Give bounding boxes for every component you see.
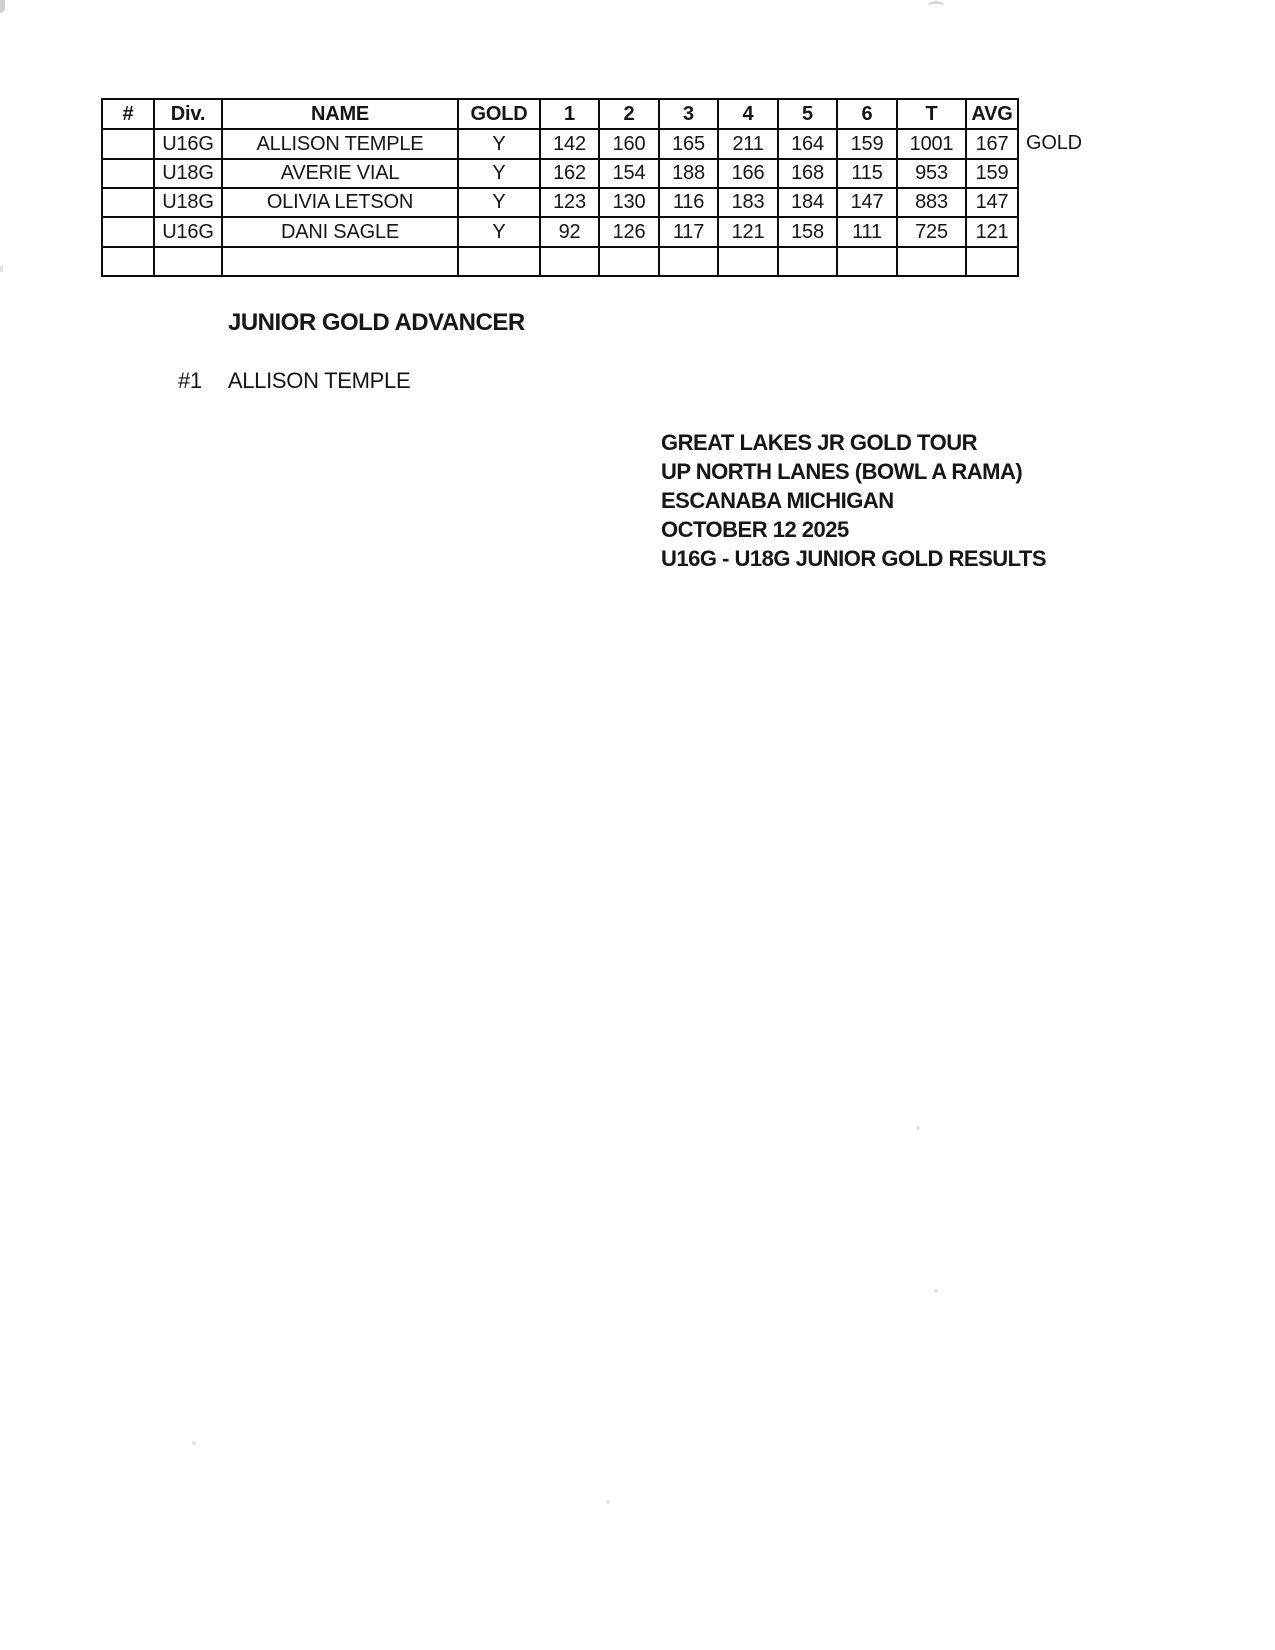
cell-name: OLIVIA LETSON [222,188,458,217]
event-info-line-venue: UP NORTH LANES (BOWL A RAMA) [661,459,1023,484]
cell-game2: 154 [599,159,659,188]
cell-game4: 211 [718,129,778,159]
cell-avg: 167 [966,129,1018,159]
col-header-g4: 4 [718,99,778,129]
cell-avg [966,247,1018,276]
scan-artifact [928,1,944,10]
cell-game6: 147 [837,188,897,217]
cell-game1: 123 [540,188,599,217]
cell-name: AVERIE VIAL [222,159,458,188]
cell-name [222,247,458,276]
col-header-g3: 3 [659,99,718,129]
cell-div: U18G [154,188,222,217]
event-info-line-tour: GREAT LAKES JR GOLD TOUR [661,430,977,455]
gold-annotation: GOLD [1026,132,1082,154]
cell-total: 725 [897,217,966,247]
scan-artifact [0,0,5,13]
table-row [102,129,1018,159]
cell-avg: 121 [966,217,1018,247]
cell-total: 953 [897,159,966,188]
cell-total [897,247,966,276]
cell-game5 [778,247,837,276]
cell-game3: 117 [659,217,718,247]
scan-artifact [916,1126,920,1130]
scan-artifact [192,1441,196,1445]
cell-num [102,217,154,247]
cell-game2: 130 [599,188,659,217]
cell-gold: Y [458,129,540,159]
cell-gold [458,247,540,276]
cell-game4: 183 [718,188,778,217]
cell-name: DANI SAGLE [222,217,458,247]
advancer-heading: JUNIOR GOLD ADVANCER [228,309,525,336]
cell-name: ALLISON TEMPLE [222,129,458,159]
event-info-line-city: ESCANABA MICHIGAN [661,488,894,513]
cell-game1: 142 [540,129,599,159]
cell-gold: Y [458,217,540,247]
scan-artifact [934,1289,938,1293]
cell-avg: 147 [966,188,1018,217]
cell-div: U16G [154,129,222,159]
scan-artifact [606,1500,610,1504]
event-info-line-date: OCTOBER 12 2025 [661,517,849,542]
col-header-g1: 1 [540,99,599,129]
cell-div [154,247,222,276]
col-header-div: Div. [154,99,222,129]
cell-num [102,188,154,217]
col-header-avg: AVG [966,99,1018,129]
cell-gold: Y [458,159,540,188]
col-header-total: T [897,99,966,129]
event-info-block [661,428,1046,573]
cell-num [102,247,154,276]
cell-game4: 121 [718,217,778,247]
advancer-name: ALLISON TEMPLE [227,368,411,393]
cell-game4 [718,247,778,276]
cell-game5: 168 [778,159,837,188]
advancer-entry [178,368,410,394]
table-header-row [102,99,1018,129]
cell-game2 [599,247,659,276]
cell-game3: 188 [659,159,718,188]
cell-game3: 116 [659,188,718,217]
cell-div: U18G [154,159,222,188]
cell-num [102,129,154,159]
table-row [102,159,1018,188]
cell-game1: 92 [540,217,599,247]
cell-game4: 166 [718,159,778,188]
col-header-name: NAME [222,99,458,129]
col-header-gold: GOLD [458,99,540,129]
cell-game5: 164 [778,129,837,159]
cell-game2: 126 [599,217,659,247]
cell-game6: 111 [837,217,897,247]
cell-game5: 184 [778,188,837,217]
cell-num [102,159,154,188]
cell-game1 [540,247,599,276]
col-header-g6: 6 [837,99,897,129]
cell-avg: 159 [966,159,1018,188]
scan-artifact [0,266,3,272]
cell-total: 883 [897,188,966,217]
table-row [102,217,1018,247]
event-info-line-division: U16G - U18G JUNIOR GOLD RESULTS [661,546,1047,571]
table-row-empty [102,247,1018,276]
cell-game5: 158 [778,217,837,247]
cell-div: U16G [154,217,222,247]
table-row [102,188,1018,217]
cell-game3 [659,247,718,276]
cell-game2: 160 [599,129,659,159]
cell-game6: 159 [837,129,897,159]
cell-game6 [837,247,897,276]
cell-gold: Y [458,188,540,217]
col-header-g2: 2 [599,99,659,129]
results-table [101,98,1019,277]
cell-game3: 165 [659,129,718,159]
cell-game1: 162 [540,159,599,188]
cell-game6: 115 [837,159,897,188]
col-header-num: # [102,99,154,129]
advancer-rank: #1 [178,368,202,393]
col-header-g5: 5 [778,99,837,129]
cell-total: 1001 [897,129,966,159]
